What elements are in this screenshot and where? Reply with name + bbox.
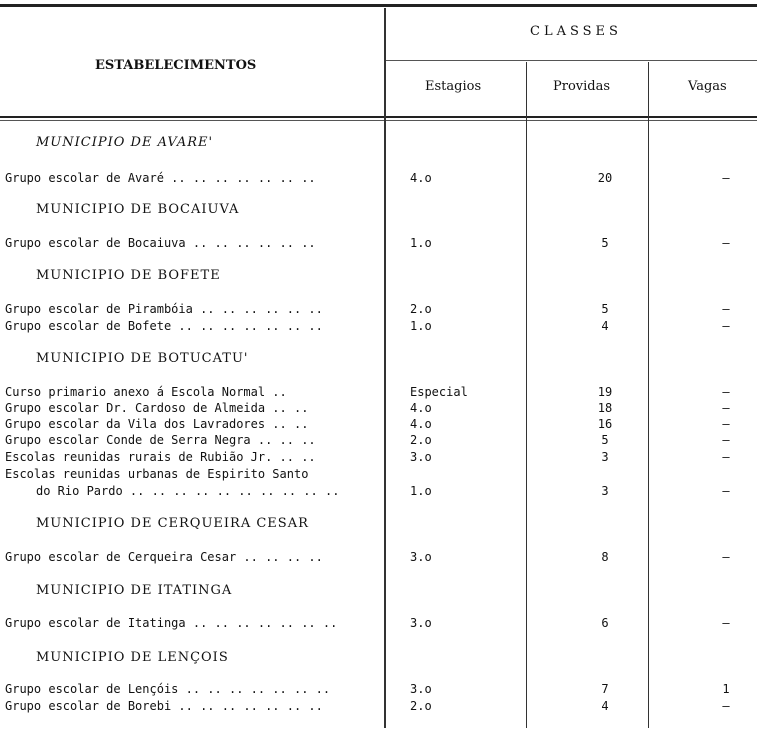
providas-cell: 3	[601, 484, 609, 498]
vagas-cell: —	[722, 236, 730, 250]
establishment-name: Grupo escolar Dr. Cardoso de Almeida .. ..	[5, 401, 309, 415]
estagio-cell: 2.o	[410, 433, 432, 447]
table-row	[0, 616, 757, 633]
providas-cell: 18	[597, 401, 613, 415]
estagio-cell: 1.o	[410, 236, 432, 250]
table-row	[0, 401, 757, 418]
table-row	[0, 417, 757, 434]
providas-cell: 5	[601, 236, 609, 250]
header-vagas: Vagas	[688, 79, 727, 94]
estagio-cell: Especial	[410, 385, 468, 399]
establishment-name: Grupo escolar de Borebi .. .. .. .. .. .. ..	[5, 699, 323, 713]
table-row	[0, 171, 757, 188]
providas-cell: 3	[601, 450, 609, 464]
vagas-cell: —	[722, 450, 730, 464]
vagas-cell: —	[722, 417, 730, 431]
estagio-cell: 4.o	[410, 417, 432, 431]
establishment-name: do Rio Pardo .. .. .. .. .. .. .. .. .. ..	[36, 484, 340, 498]
establishment-name: Grupo escolar Conde de Serra Negra .. .. ..	[5, 433, 316, 447]
establishment-name: Grupo escolar de Avaré .. .. .. .. .. .. ..	[5, 171, 316, 185]
estagio-cell: 3.o	[410, 616, 432, 630]
municipio-heading: MUNICIPIO DE BOCAIUVA	[36, 202, 240, 217]
header-bottom-rule-2	[0, 120, 757, 121]
top-rule	[0, 4, 757, 7]
table-row	[0, 699, 757, 716]
table-row	[0, 484, 757, 501]
establishment-name: Grupo escolar de Bocaiuva .. .. .. .. .. ..	[5, 236, 316, 250]
estagio-cell: 1.o	[410, 484, 432, 498]
providas-cell: 8	[601, 550, 609, 564]
vagas-cell: 1	[722, 682, 730, 696]
municipio-heading: MUNICIPIO DE LENÇOIS	[36, 650, 229, 665]
table-row	[0, 433, 757, 450]
table-row	[0, 319, 757, 336]
providas-cell: 7	[601, 682, 609, 696]
estagio-cell: 2.o	[410, 699, 432, 713]
table-row	[0, 385, 757, 402]
providas-cell: 4	[601, 699, 609, 713]
vagas-cell: —	[722, 401, 730, 415]
estagio-cell: 1.o	[410, 319, 432, 333]
table-row	[0, 682, 757, 699]
establishment-name: Escolas reunidas rurais de Rubião Jr. .. ..	[5, 450, 316, 464]
establishment-name: Grupo escolar de Lençóis .. .. .. .. .. .. ..	[5, 682, 331, 696]
table-row	[0, 302, 757, 319]
establishment-name: Grupo escolar de Pirambóia .. .. .. .. .. ..	[5, 302, 323, 316]
providas-cell: 19	[597, 385, 613, 399]
municipio-heading: MUNICIPIO DE AVARE'	[36, 135, 214, 150]
establishment-name: Curso primario anexo á Escola Normal ..	[5, 385, 287, 399]
estagio-cell: 2.o	[410, 302, 432, 316]
municipio-heading: MUNICIPIO DE BOTUCATU'	[36, 351, 249, 366]
table-row	[0, 450, 757, 467]
header-establishments: ESTABELECIMENTOS	[95, 58, 257, 73]
vagas-cell: —	[722, 319, 730, 333]
providas-cell: 16	[597, 417, 613, 431]
table-row	[0, 550, 757, 567]
vagas-cell: —	[722, 484, 730, 498]
table-row	[0, 467, 757, 484]
establishment-name: Escolas reunidas urbanas de Espirito Santo	[5, 467, 309, 481]
estagio-cell: 4.o	[410, 171, 432, 185]
municipio-heading: MUNICIPIO DE ITATINGA	[36, 583, 233, 598]
estagio-cell: 3.o	[410, 450, 432, 464]
estagio-cell: 3.o	[410, 550, 432, 564]
vagas-cell: —	[722, 550, 730, 564]
vagas-cell: —	[722, 385, 730, 399]
header-classes: CLASSES	[530, 24, 622, 39]
vagas-cell: —	[722, 616, 730, 630]
municipio-heading: MUNICIPIO DE BOFETE	[36, 268, 221, 283]
providas-cell: 20	[597, 171, 613, 185]
establishment-name: Grupo escolar de Itatinga .. .. .. .. .. .. ..	[5, 616, 338, 630]
establishment-name: Grupo escolar da Vila dos Lavradores .. ..	[5, 417, 309, 431]
providas-cell: 6	[601, 616, 609, 630]
vagas-cell: —	[722, 302, 730, 316]
establishment-name: Grupo escolar de Cerqueira Cesar .. .. .. ..	[5, 550, 323, 564]
header-providas: Providas	[553, 79, 611, 94]
establishment-name: Grupo escolar de Bofete .. .. .. .. .. .. ..	[5, 319, 323, 333]
providas-cell: 5	[601, 433, 609, 447]
providas-cell: 4	[601, 319, 609, 333]
estagio-cell: 3.o	[410, 682, 432, 696]
classes-divider-rule	[386, 60, 757, 61]
vagas-cell: —	[722, 171, 730, 185]
vagas-cell: —	[722, 433, 730, 447]
header-bottom-rule	[0, 116, 757, 118]
estagio-cell: 4.o	[410, 401, 432, 415]
header-estagios: Estagios	[425, 79, 482, 94]
table-row	[0, 236, 757, 253]
municipio-heading: MUNICIPIO DE CERQUEIRA CESAR	[36, 516, 309, 531]
providas-cell: 5	[601, 302, 609, 316]
vagas-cell: —	[722, 699, 730, 713]
